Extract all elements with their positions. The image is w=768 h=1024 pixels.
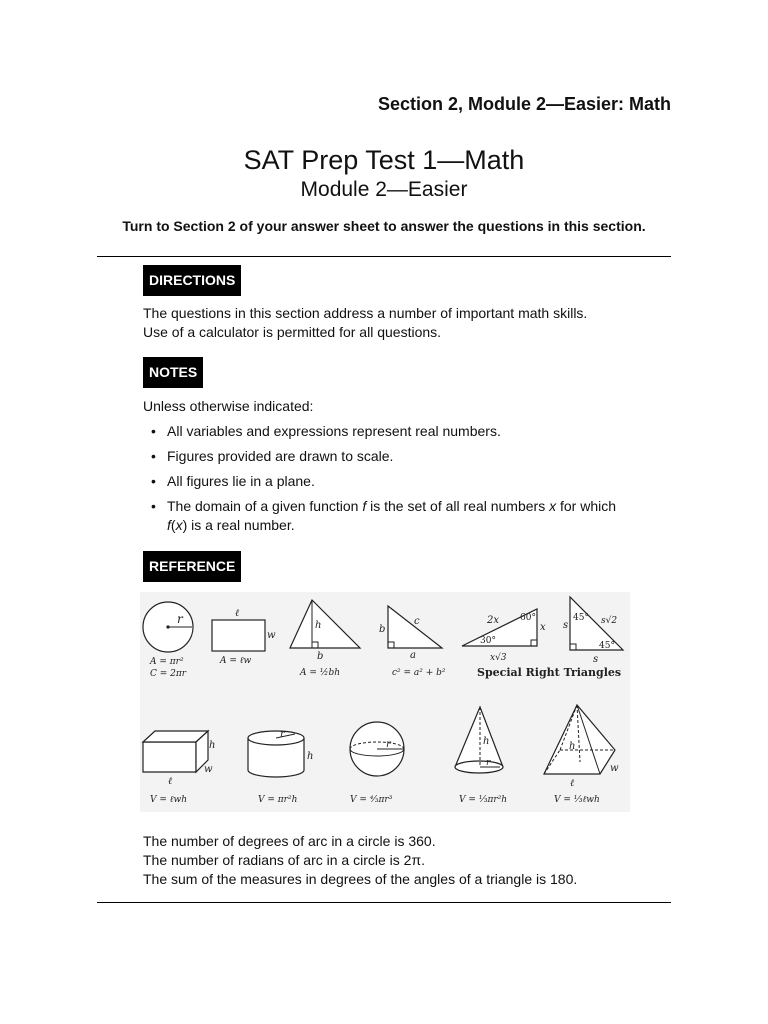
notes-list (143, 422, 643, 541)
list-item: • Figures provided are drawn to scale. (151, 448, 394, 464)
svg-text:h: h (307, 751, 314, 762)
svg-text:45°: 45° (599, 641, 615, 651)
svg-text:A = ½bh: A = ½bh (300, 668, 341, 678)
directions-label: DIRECTIONS (143, 265, 241, 296)
svg-text:A = ℓw: A = ℓw (220, 656, 252, 666)
bottom-divider (97, 902, 671, 903)
svg-text:x√3: x√3 (490, 653, 507, 663)
svg-text:b: b (379, 624, 386, 635)
svg-text:V = ⅓πr²h: V = ⅓πr²h (459, 795, 508, 805)
list-item: • All variables and expressions represent real numbers. (151, 423, 501, 439)
instruction-text: Turn to Section 2 of your answer sheet to answer the questions in this section. (122, 218, 646, 234)
svg-text:60°: 60° (520, 613, 536, 623)
svg-text:V = ℓwh: V = ℓwh (150, 795, 188, 805)
svg-text:a: a (410, 650, 416, 661)
fact-degrees: The number of degrees of arc in a circle is 360. (143, 833, 436, 849)
svg-text:w: w (204, 764, 213, 775)
section-header: Section 2, Module 2—Easier: Math (377, 94, 671, 114)
svg-text:s: s (593, 654, 599, 665)
svg-text:r: r (386, 739, 391, 750)
svg-text:h: h (483, 736, 490, 747)
svg-text:2x: 2x (487, 615, 500, 626)
special-right-triangles-caption: Special Right Triangles (477, 666, 622, 679)
svg-text:s: s (563, 620, 569, 631)
svg-text:x: x (540, 622, 546, 633)
svg-text:ℓ: ℓ (235, 608, 240, 619)
svg-text:45°: 45° (573, 613, 589, 623)
notes-intro: Unless otherwise indicated: (143, 398, 314, 414)
svg-text:V = ⁴⁄₃πr³: V = ⁴⁄₃πr³ (350, 795, 393, 805)
top-divider (97, 256, 671, 257)
svg-text:h: h (315, 620, 322, 631)
notes-label: NOTES (143, 357, 203, 388)
svg-text:r: r (486, 758, 491, 768)
reference-figures (140, 592, 630, 812)
svg-text:w: w (610, 763, 619, 774)
directions-line-2: Use of a calculator is permitted for all questions. (143, 324, 442, 340)
svg-text:h: h (209, 740, 216, 751)
reference-label: REFERENCE (143, 551, 241, 582)
svg-text:V = ⅓ℓwh: V = ⅓ℓwh (554, 795, 600, 805)
svg-text:r: r (177, 612, 183, 626)
list-item: • All figures lie in a plane. (151, 473, 315, 489)
svg-text:ℓ: ℓ (168, 776, 173, 787)
list-item: • The domain of a given function f is the set of all real numbers x for which f(x) is a real number. (151, 498, 617, 533)
svg-text:c² = a² + b²: c² = a² + b² (392, 668, 446, 678)
svg-text:w: w (267, 630, 276, 641)
svg-text:h: h (569, 741, 576, 752)
svg-text:30°: 30° (480, 636, 496, 646)
svg-text:c: c (414, 616, 420, 627)
fact-radians: The number of radians of arc in a circle is 2π. (143, 852, 426, 868)
svg-text:C = 2πr: C = 2πr (150, 669, 187, 679)
directions-line-1: The questions in this section address a number of important math skills. (143, 305, 588, 321)
svg-text:b: b (317, 651, 324, 662)
fact-triangle-sum: The sum of the measures in degrees of the angles of a triangle is 180. (143, 871, 578, 887)
svg-text:ℓ: ℓ (570, 778, 575, 789)
page-title: SAT Prep Test 1—Math (243, 145, 525, 175)
svg-text:s√2: s√2 (601, 616, 618, 626)
svg-text:V = πr²h: V = πr²h (258, 795, 298, 805)
page-subtitle: Module 2—Easier (300, 178, 468, 201)
svg-text:A = πr²: A = πr² (150, 657, 184, 667)
svg-text:r: r (280, 729, 285, 740)
